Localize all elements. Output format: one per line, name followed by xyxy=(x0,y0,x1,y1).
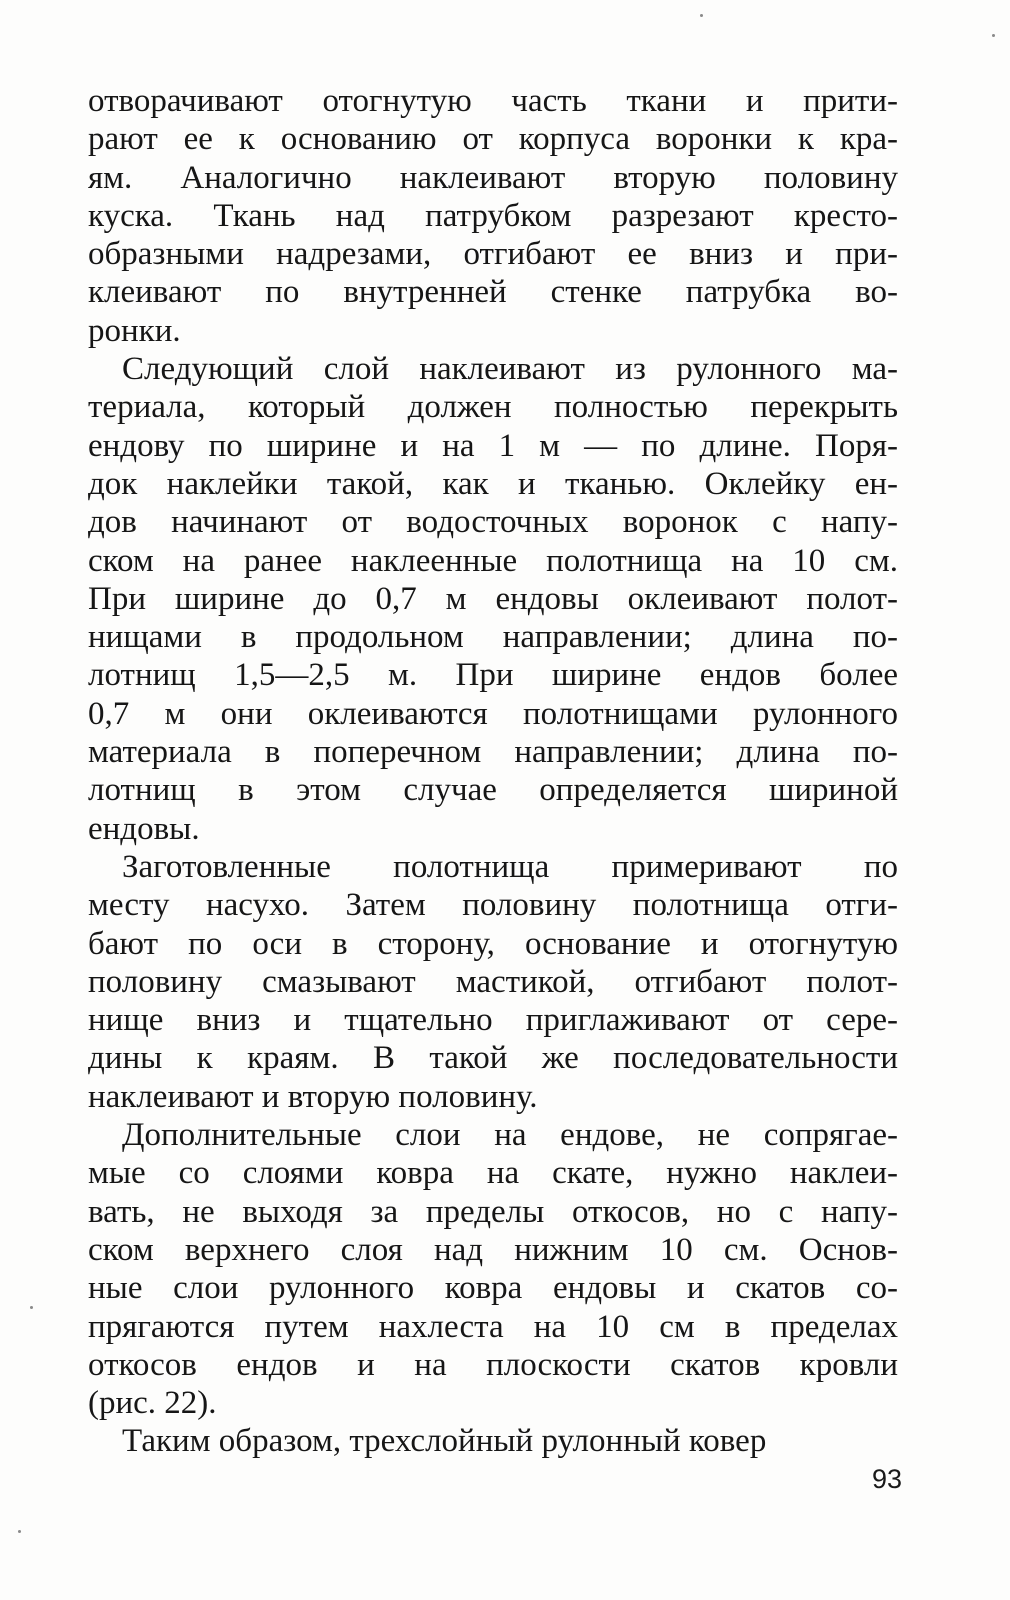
text-line: ям. Аналогично наклеивают вторую половину xyxy=(88,159,898,196)
paragraph xyxy=(88,1116,898,1422)
text-line: прягаются путем нахлеста на 10 см в пределах xyxy=(88,1308,898,1345)
text-line: (рис. 22). xyxy=(88,1385,217,1422)
paragraph xyxy=(88,1422,898,1460)
text-line: куска. Ткань над патрубком разрезают кресто- xyxy=(88,197,898,234)
paragraph xyxy=(88,350,898,848)
text-line: мые со слоями ковра на скате, нужно наклеи- xyxy=(88,1155,898,1192)
text-line: бают по оси в сторону, основание и отогнутую xyxy=(88,925,898,962)
text-line: ные слои рулонного ковра ендовы и скатов со- xyxy=(88,1270,898,1307)
text-line: лотнищ 1,5—2,5 м. При ширине ендов более xyxy=(88,657,898,694)
scan-speck xyxy=(700,14,703,17)
text-line: лотнищ в этом случае определяется шириной xyxy=(88,772,898,809)
text-line: нище вниз и тщательно приглаживают от сере- xyxy=(88,1002,898,1039)
text-line: ендовы. xyxy=(88,810,200,847)
text-line: Таким образом, трехслойный рулонный ковер xyxy=(122,1423,767,1460)
text-line: откосов ендов и на плоскости скатов кровли xyxy=(88,1346,898,1383)
text-line: наклеивают и вторую половину. xyxy=(88,1078,538,1115)
text-line: 0,7 м они оклеиваются полотнищами рулонного xyxy=(88,695,898,732)
text-line: Следующий слой наклеивают из рулонного ма- xyxy=(122,351,898,388)
text-line: дины к краям. В такой же последовательности xyxy=(88,1040,898,1077)
text-line: рают ее к основанию от корпуса воронки к кра- xyxy=(88,121,898,158)
text-line: клеивают по внутренней стенке патрубка во- xyxy=(88,274,898,311)
paragraph xyxy=(88,848,898,1116)
text-line: Заготовленные полотнища примеривают по xyxy=(122,848,898,885)
scan-speck xyxy=(992,34,995,37)
text-line: вать, не выходя за пределы откосов, но с напу- xyxy=(88,1193,898,1230)
text-line: нищами в продольном направлении; длина по- xyxy=(88,619,898,656)
text-line: ронки. xyxy=(88,312,181,349)
paragraph xyxy=(88,82,898,350)
text-line: дов начинают от водосточных воронок с напу- xyxy=(88,504,898,541)
text-line: отворачивают отогнутую часть ткани и прити- xyxy=(88,83,898,119)
page-number: 93 xyxy=(871,1464,902,1494)
text-line: ском верхнего слоя над нижним 10 см. Основ- xyxy=(88,1231,898,1268)
text-line: док наклейки такой, как и тканью. Оклейку ен- xyxy=(88,465,898,502)
text-line: При ширине до 0,7 м ендовы оклеивают полот- xyxy=(88,580,898,617)
body-text xyxy=(88,82,898,1461)
text-line: месту насухо. Затем половину полотнища отги- xyxy=(88,887,898,924)
scan-speck xyxy=(30,1306,33,1309)
text-line: ендову по ширине и на 1 м — по длине. Поря- xyxy=(88,427,898,464)
text-line: образными надрезами, отгибают ее вниз и при- xyxy=(88,236,898,273)
text-line: ском на ранее наклеенные полотнища на 10 см. xyxy=(88,542,898,579)
text-line: материала в поперечном направлении; длина по- xyxy=(88,734,898,771)
text-line: териала, который должен полностью перекрыть xyxy=(88,389,898,426)
scan-speck xyxy=(18,1530,21,1533)
text-line: Дополнительные слои на ендове, не сопрягае- xyxy=(122,1117,898,1154)
text-line: половину смазывают мастикой, отгибают полот- xyxy=(88,963,898,1000)
